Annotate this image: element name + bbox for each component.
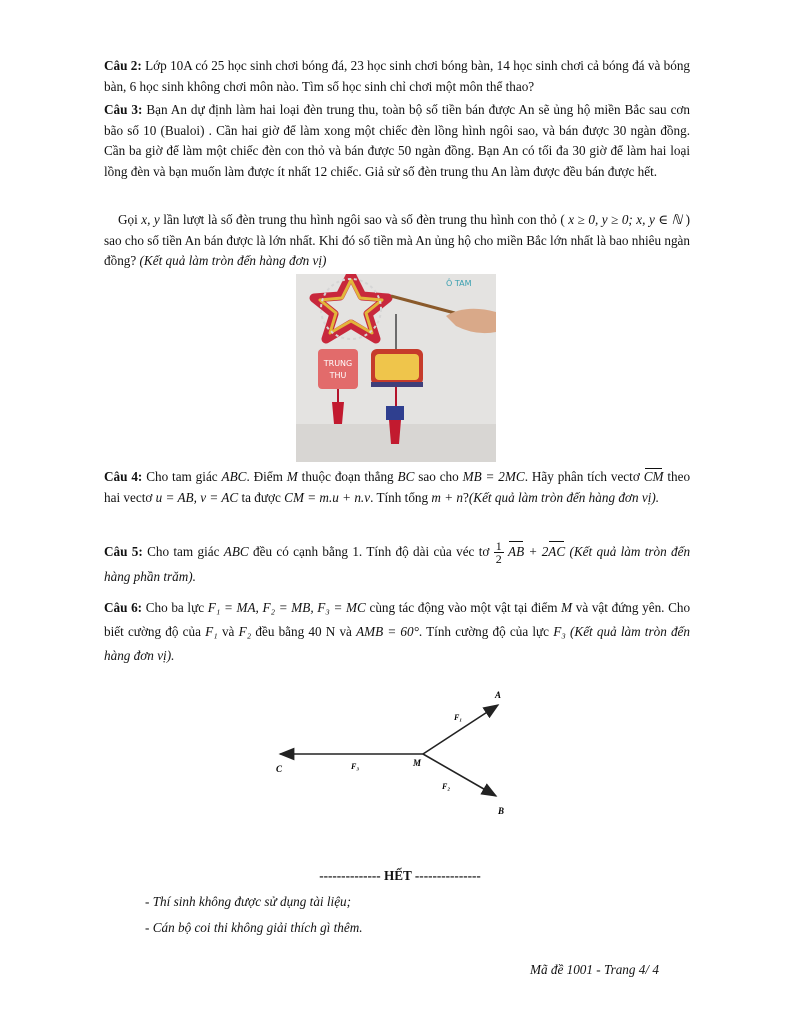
photo-sign-line-1: TRUNG [323,359,353,368]
page-footer: Mã đề 1001 - Trang 4/ 4 [530,962,659,977]
question-5-vector-ac: AC [548,540,565,564]
question-4-t7: theo hai vectơ [104,469,691,505]
force-f1-label: F₁ [454,713,463,722]
question-5-plus: + 2 [528,544,549,559]
question-5-fraction [494,540,504,565]
question-2-text: Lớp 10A có 25 học sinh chơi bóng đá, 23 học sinh chơi bóng bàn, 14 học sinh chơi cả bóng đá và bóng bàn, 6 học sinh không chơi môn nào. Tìm số học sinh chỉ chơi một môn thể thao? [104,58,691,94]
question-4-t5: . Hãy phân tích [524,469,607,484]
force-f2-label: F₂ [442,782,451,791]
question-6-f3: F₃ [553,624,566,639]
question-6-t6: . Tính cường độ của lực [418,624,550,639]
photo-brand: Ô TAM [446,279,472,288]
vector-mb [423,754,496,796]
question-4-cm-expr: CM = m.u + n.v [284,489,371,505]
point-c-label: C [276,764,283,774]
question-4-label: Câu 4: [104,469,143,484]
question-3-part-2 [104,210,690,272]
question-4-t6: vectơ [610,469,640,484]
question-6-t2: cùng tác động vào một vật tại điểm [369,600,558,615]
point-b-label: B [498,806,505,816]
question-6-forces: F₁ = MA, F₂ = MB, F₃ = MC [207,600,366,615]
question-5-vector-ab: AB [508,540,524,564]
point-m-label: M [413,758,422,768]
question-4-t9: . Tính tổng [370,489,429,505]
question-6-note: (Kết quả làm tròn đến hàng đơn vị). [104,624,690,663]
question-4-bc: BC [397,469,415,484]
question-3-vars: x, y [141,212,160,227]
lantern-photo [296,274,496,462]
question-4-t10: ? [463,489,469,505]
lantern-illustration [296,274,496,462]
question-6-angle: AMB = 60° [356,624,419,639]
question-6-label: Câu 6: [104,600,143,615]
question-4-eq: MB = 2MC [462,469,525,484]
question-4 [104,467,690,508]
question-3-note: (Kết quả làm tròn đến hàng đơn vị) [139,253,327,268]
fraction-numerator: 1 [495,539,502,554]
force-diagram [268,688,518,818]
question-3 [104,100,690,182]
question-6-t3: và vật đứng yên. Cho biết cường độ của [104,600,691,639]
question-5-note: (Kết quả làm tròn đến hàng phần trăm). [104,544,691,585]
question-4-t1: Cho tam giác [146,469,218,484]
fraction-denominator: 2 [495,552,502,567]
question-4-t4: sao cho [418,469,459,484]
question-5 [104,540,690,589]
question-2-label: Câu 2: [104,58,142,73]
question-6-t5: đều bằng 40 N và [255,624,352,639]
question-6-m: M [561,600,573,615]
end-marker: -------------- HẾT --------------- [319,868,481,883]
question-6-f2: F₂ [238,624,252,639]
question-4-note: (Kết quả làm tròn đến hàng đơn vị). [468,489,660,505]
question-6-t4: và [221,624,235,639]
question-3-p2-b: lần lượt là số đèn trung thu hình ngôi sao và số đèn trung thu hình con thỏ ( [163,212,565,227]
question-4-t8: ta được [241,489,281,505]
note-no-explanation: - Cán bộ coi thi không giải thích gì thêm. [145,920,363,935]
question-3-p2-a: Gọi [118,212,138,227]
force-f3-label: F₃ [351,762,360,771]
question-4-abc: ABC [221,469,247,484]
question-5-t1: Cho tam giác [147,544,220,559]
question-5-t2: đều có cạnh bằng 1. Tính độ dài của véc tơ [253,544,490,559]
question-4-t3: thuộc đoạn thẳng [301,469,394,484]
question-6-t1: Cho ba lực [145,600,205,615]
question-4-uv: u = AB, v = AC [155,489,239,505]
question-4-sum: m + n [431,489,464,505]
question-6 [104,596,690,668]
question-5-abc: ABC [223,544,249,559]
question-3-condition: x ≥ 0, y ≥ 0; x, y ∈ ℕ [568,212,683,227]
question-3-text: Bạn An dự định làm hai loại đèn trung thu, toàn bộ số tiền bán được An sẽ ủng hộ miền Bắc sau cơn bão số 10 (Bualoi) . Cần hai giờ để làm xong một chiếc đèn lồng hình ngôi sao, và bán được 30 ngàn đồng. Cần ba giờ để làm một chiếc đèn con thỏ và bán được 50 ngàn đồng. Bạn An có tối đa 30 giờ để làm hai loại lồng đèn và bạn muốn làm được ít nhất 12 chiếc. Giả sử số đèn trung thu An làm được đều bán được hết. [104,102,690,179]
question-2 [104,56,690,97]
question-4-cm: CM [644,467,664,488]
question-5-label: Câu 5: [104,544,143,559]
force-diagram-svg [268,688,518,818]
question-4-m: M [286,469,298,484]
note-no-documents: - Thí sinh không được sử dụng tài liệu; [145,894,352,909]
photo-sign-line-2: THU [329,371,347,380]
question-3-label: Câu 3: [104,102,143,117]
point-a-label: A [495,690,502,700]
question-4-t2: . Điểm [246,469,283,484]
question-6-f1: F₁ [205,624,218,639]
question-3-p2-c: ) sao cho số tiền An bán được là lớn nhất. Khi đó số tiền mà An ủng hộ cho miền Bắc lớn nhất là bao nhiêu ngàn đồng? [104,212,691,268]
